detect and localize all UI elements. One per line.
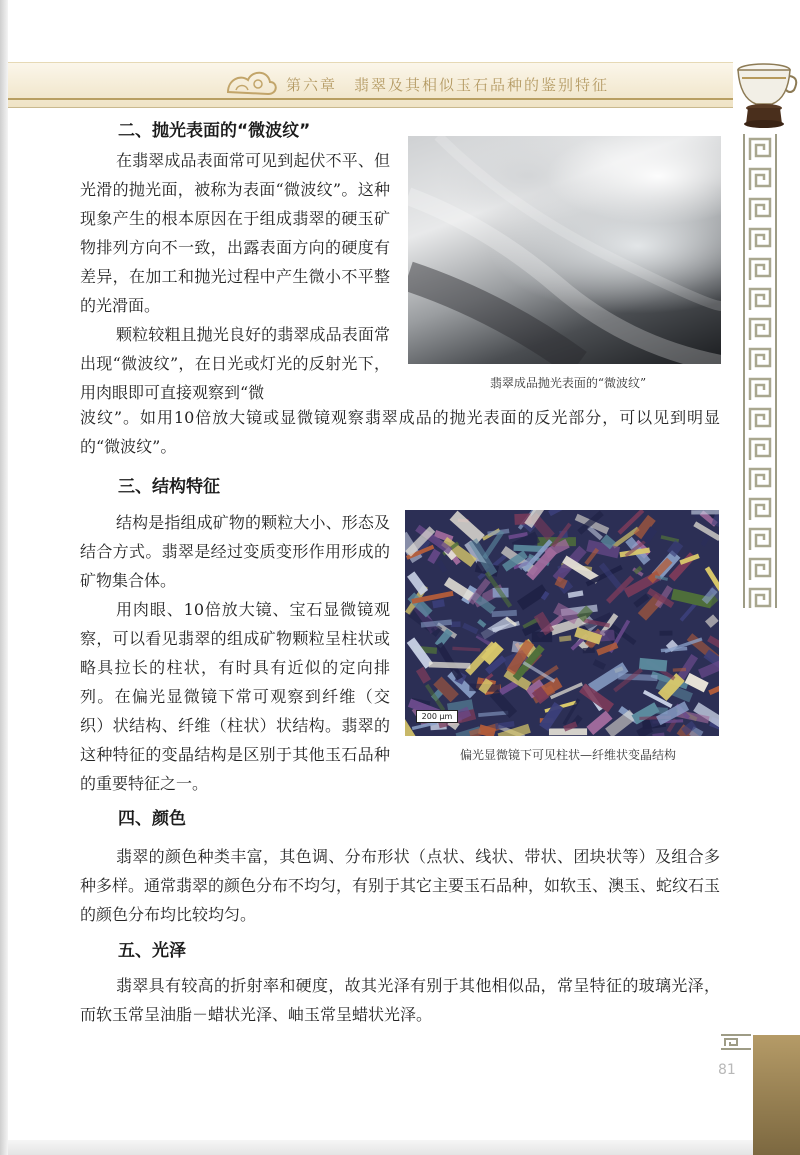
mineral-grain xyxy=(532,632,552,643)
micrograph-texture xyxy=(405,510,719,736)
scale-bar: 200 μm xyxy=(416,710,458,723)
section-heading-color: 四、颜色 xyxy=(118,809,186,829)
paragraph: 颗粒较粗且抛光良好的翡翠成品表面常出现“微波纹”，在日光或灯光的反射光下，用肉眼即可直接观察到“微 xyxy=(80,325,390,402)
mineral-grain xyxy=(450,511,485,544)
mineral-grain xyxy=(568,590,584,598)
jade-surface-photo xyxy=(408,136,721,364)
paragraph: 在翡翠成品表面常可见到起伏不平、但光滑的抛光面，被称为表面“微波纹”。这种现象产生的根本原因在于组成翡翠的硬玉矿物排列方向不一致，出露表面方向的硬度有差异，在加工和抛光过程中产生微小不平整的光滑面。 xyxy=(80,151,390,315)
mineral-grain xyxy=(593,659,606,670)
meander-pattern-icon xyxy=(745,134,775,608)
header-rule xyxy=(8,98,733,100)
section-heading-texture: 三、结构特征 xyxy=(118,477,220,497)
meander-corner-icon xyxy=(719,1033,753,1051)
mineral-grain xyxy=(639,658,667,672)
paragraph: 翡翠的颜色种类丰富，其色调、分布形状（点状、线状、带状、团块状等）及组合多种多样。通常翡翠的颜色分布不均匀，有别于其它主要玉石品种，如软玉、澳玉、蛇纹石玉的颜色分布均比较均匀。 xyxy=(80,847,721,924)
mineral-grain xyxy=(432,599,445,608)
mineral-grain xyxy=(492,610,517,617)
meander-border xyxy=(743,134,777,608)
section-heading-polish: 二、抛光表面的“微波纹” xyxy=(118,121,311,141)
mineral-grain xyxy=(691,510,719,515)
mineral-grain xyxy=(559,635,571,642)
mineral-grain xyxy=(605,710,636,736)
mineral-grain xyxy=(416,667,431,684)
mineral-grain xyxy=(705,614,719,628)
paragraph: 结构是指组成矿物的颗粒大小、形态及结合方式。翡翠是经过变质变形作用形成的矿物集合体。 xyxy=(80,513,390,590)
mineral-grain xyxy=(659,631,672,636)
mineral-grain xyxy=(652,733,665,736)
mineral-grain xyxy=(462,623,478,634)
page-shadow xyxy=(0,0,8,1155)
mineral-grain xyxy=(452,647,480,652)
micrograph-photo xyxy=(405,510,719,736)
mineral-grain xyxy=(436,560,447,573)
section-heading-luster: 五、光泽 xyxy=(118,941,186,961)
teacup-icon xyxy=(728,58,800,130)
mineral-grain xyxy=(429,662,471,669)
page-edge xyxy=(8,1140,753,1155)
paragraph: 翡翠具有较高的折射率和硬度，故其光泽有别于其他相似品，常呈特征的玻璃光泽，而软玉常呈油脂－蜡状光泽、岫玉常呈蜡状光泽。 xyxy=(80,976,720,1024)
mineral-grain xyxy=(698,660,719,678)
mineral-grain xyxy=(596,642,618,656)
mineral-grain xyxy=(407,571,428,595)
page-number: 81 xyxy=(718,1062,736,1078)
mineral-grain xyxy=(451,621,461,627)
cloud-ornament-icon xyxy=(222,62,280,102)
corner-block xyxy=(753,1035,800,1155)
mineral-grain xyxy=(583,647,595,653)
mineral-grain xyxy=(539,702,563,731)
paragraph: 波纹”。如用10倍放大镜或显微镜观察翡翠成品的抛光表面的反光部分，可以见到明显的“微波纹”。 xyxy=(80,408,720,456)
figure-caption: 翡翠成品抛光表面的“微波纹” xyxy=(489,376,647,390)
mineral-grain xyxy=(548,510,573,516)
mineral-grain xyxy=(708,675,719,696)
paragraph: 用肉眼、10倍放大镜、宝石显微镜观察，可以看见翡翠的组成矿物颗粒呈柱状或略具拉长的柱状，有时具有近似的定向排列。在偏光显微镜下常可观察到纤维（交织）状结构、纤维（柱状）状结构。翡翠的这种特征的变晶结构是区别于其他玉石品种的重要特征之一。 xyxy=(80,600,390,793)
chapter-title: 第六章 翡翠及其相似玉石品种的鉴别特征 xyxy=(286,76,610,94)
figure-caption: 偏光显微镜下可见柱状—纤维状变晶结构 xyxy=(459,748,676,762)
